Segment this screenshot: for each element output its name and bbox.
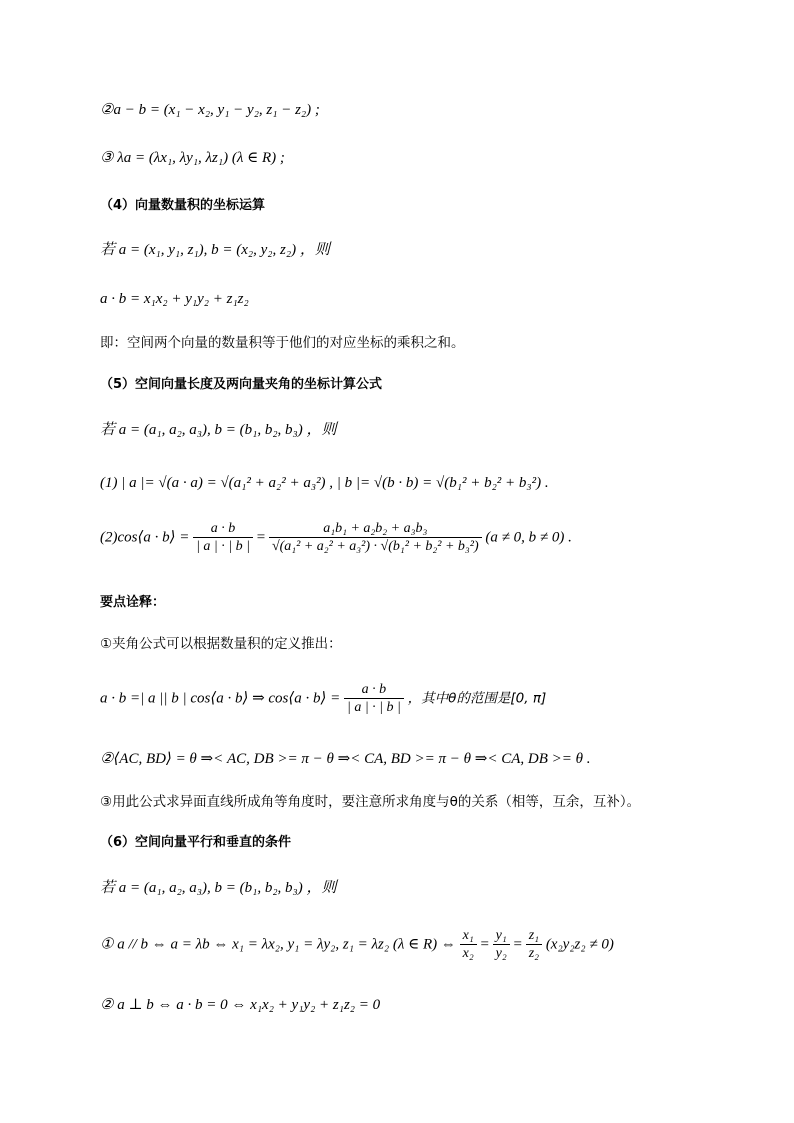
- equals-sign: =: [256, 529, 266, 546]
- angle-derivation-fraction: [344, 683, 404, 715]
- ratio-x-denominator: x₂: [462, 946, 474, 961]
- cos-prefix: (2)cos⟨a · b⟩ =: [100, 529, 190, 546]
- dot-product-condition: 若 a = (x₁, y₁, z₁), b = (x₂, y₂, z₂) ，则: [100, 242, 330, 258]
- cos-fraction-vector-numerator: a · b: [193, 522, 253, 538]
- key-point-2-angle-relations: ②⟨AC, BD⟩ = θ ⇒< AC, DB >= π − θ ⇒< CA, BD >= π − θ ⇒< CA, DB >= θ .: [100, 751, 591, 767]
- parallel-condition: 若 a = (a₁, a₂, a₃), b = (b₁, b₂, b₃) ，则: [100, 880, 337, 896]
- angle-derivation-left: a · b =| a || b | cos⟨a · b⟩ ⇒ cos⟨a · b⟩ =: [100, 690, 341, 707]
- section-heading-4: （4）向量数量积的坐标运算: [100, 198, 266, 213]
- angle-derivation-numerator: a · b: [344, 683, 404, 699]
- cos-fraction-coordinates: [269, 522, 482, 554]
- parallel-formula-left: ① a // b ⇔ a = λb ⇔ x₁ = λx₂, y₁ = λy₂, z₁ = λz₂ (λ ∈ R) ⇔: [100, 936, 456, 953]
- ratio-z: [526, 929, 542, 961]
- nonzero-condition: (a ≠ 0, b ≠ 0) .: [485, 529, 572, 546]
- angle-derivation-denominator: | a | · | b |: [346, 700, 401, 715]
- dot-product-formula: a · b = x₁x₂ + y₁y₂ + z₁z₂: [100, 291, 249, 307]
- ratio-z-denominator: z₂: [528, 946, 540, 961]
- cos-fraction-vector-denominator: | a | · | b |: [196, 539, 250, 554]
- cos-fraction-coordinates-denominator: √(a₁² + a₂² + a₃²) · √(b₁² + b₂² + b₃²): [271, 539, 479, 554]
- nonzero-product-condition: (x₂y₂z₂ ≠ 0): [545, 936, 614, 953]
- cos-fraction-vector: [193, 522, 253, 554]
- vector-length-formula: (1) | a |= √(a · a) = √(a₁² + a₂² + a₃²) , | b |= √(b · b) = √(b₁² + b₂² + b₃²) .: [100, 475, 549, 491]
- cos-fraction-coordinates-numerator: a₁b₁ + a₂b₂ + a₃b₃: [269, 522, 482, 538]
- theta-range-note: ，其中θ的范围是[0, π]: [407, 690, 547, 707]
- parallel-formula: [100, 929, 614, 961]
- angle-derivation-formula: [100, 683, 546, 715]
- ratio-y: [493, 929, 510, 961]
- key-point-3: ③用此公式求异面直线所成角等角度时，要注意所求角度与θ的关系（相等，互余，互补）。: [100, 794, 641, 810]
- ratio-z-numerator: z₁: [526, 929, 542, 945]
- key-points-title: 要点诠释：: [100, 595, 166, 610]
- section-heading-6: （6）空间向量平行和垂直的条件: [100, 835, 292, 850]
- ratio-y-denominator: y₂: [495, 946, 507, 961]
- dot-product-explanation: 即：空间两个向量的数量积等于他们的对应坐标的乘积之和。: [100, 335, 465, 351]
- equals-sign: =: [513, 936, 522, 953]
- ratio-x-numerator: x₁: [460, 929, 477, 945]
- key-point-1: ①夹角公式可以根据数量积的定义推出：: [100, 636, 342, 652]
- vector-subtraction-formula: ②a − b = (x₁ − x₂, y₁ − y₂, z₁ − z₂) ;: [100, 102, 320, 118]
- length-condition: 若 a = (a₁, a₂, a₃), b = (b₁, b₂, b₃) ，则: [100, 422, 337, 438]
- scalar-multiplication-formula: ③ λa = (λx₁, λy₁, λz₁) (λ ∈ R) ;: [100, 150, 285, 166]
- section-heading-5: （5）空间向量长度及两向量夹角的坐标计算公式: [100, 377, 383, 392]
- perpendicular-formula: ② a ⊥ b ⇔ a · b = 0 ⇔ x₁x₂ + y₁y₂ + z₁z₂ = 0: [100, 997, 381, 1013]
- ratio-y-numerator: y₁: [493, 929, 510, 945]
- ratio-x: [460, 929, 477, 961]
- equals-sign: =: [480, 936, 489, 953]
- angle-cosine-formula: [100, 522, 572, 554]
